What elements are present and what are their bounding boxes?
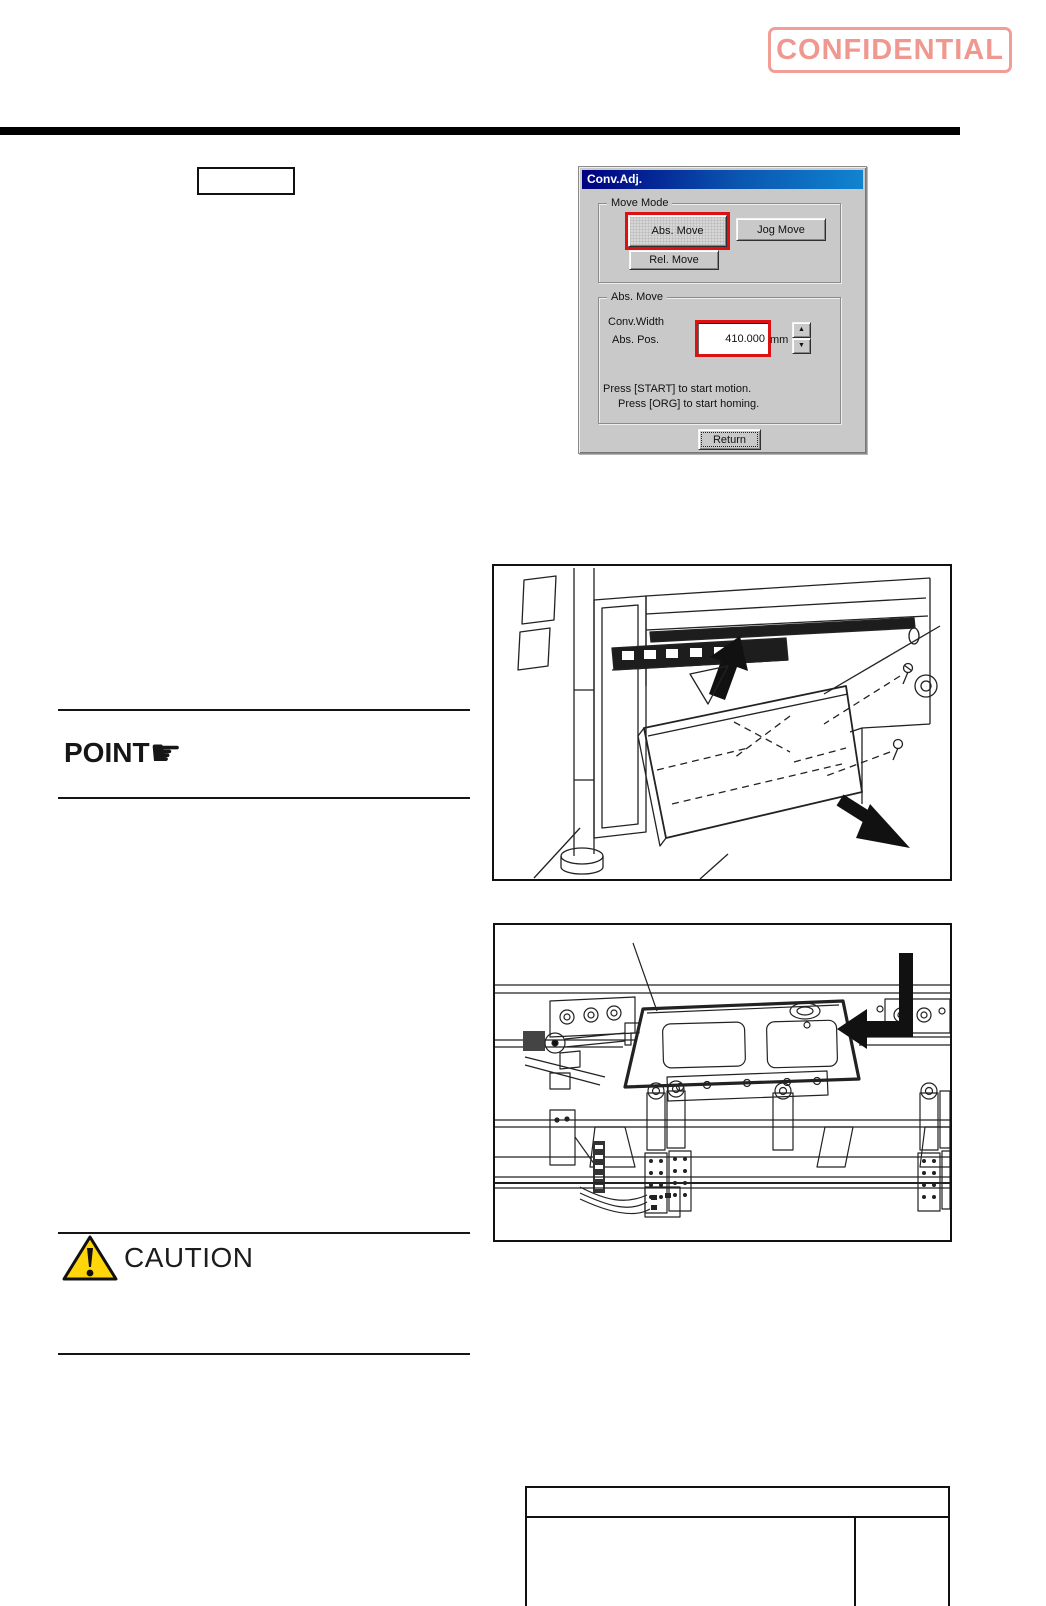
instruction-start: Press [START] to start motion. xyxy=(603,383,752,395)
abs-pos-label: Abs. Pos. xyxy=(612,334,660,346)
point-callout xyxy=(64,709,182,797)
figure-plate-insertion xyxy=(493,923,952,1242)
abs-pos-input[interactable]: 410.000 xyxy=(698,323,768,354)
abs-move-highlight xyxy=(625,212,730,250)
unit-label: mm xyxy=(770,334,789,346)
spinner-up-icon: ▲ xyxy=(798,326,805,333)
dialog-titlebar[interactable]: Conv.Adj. xyxy=(582,170,863,189)
point-rule-bottom xyxy=(58,797,470,799)
spinner-up-button[interactable] xyxy=(792,322,811,338)
warning-triangle-icon xyxy=(62,1234,118,1282)
return-button[interactable]: Return xyxy=(698,429,761,450)
step-number-box xyxy=(197,167,295,195)
conv-width-label: Conv.Width xyxy=(608,316,665,328)
rel-move-button[interactable]: Rel. Move xyxy=(629,250,719,270)
move-mode-group-label: Move Mode xyxy=(607,197,672,209)
pointing-hand-icon: ☛ xyxy=(149,732,182,773)
figure-cover-removal xyxy=(492,564,952,881)
section-rule xyxy=(0,127,960,135)
plate-insertion-drawing xyxy=(495,925,950,1240)
point-label: POINT xyxy=(64,737,150,768)
revision-table-header-cell xyxy=(527,1488,948,1518)
confidential-stamp: CONFIDENTIAL xyxy=(768,27,1012,73)
abs-move-group-label: Abs. Move xyxy=(607,291,667,303)
caution-callout xyxy=(62,1234,254,1282)
spinner-down-button[interactable] xyxy=(792,338,811,354)
spinner-down-icon: ▼ xyxy=(798,342,805,349)
revision-table-divider xyxy=(854,1516,856,1606)
revision-table xyxy=(525,1486,950,1606)
caution-label: CAUTION xyxy=(124,1242,254,1273)
instruction-org: Press [ORG] to start homing. xyxy=(618,398,760,410)
jog-move-button[interactable]: Jog Move xyxy=(736,218,826,241)
abs-move-button[interactable]: Abs. Move xyxy=(628,215,727,247)
abs-pos-highlight xyxy=(695,320,771,357)
conv-adj-dialog xyxy=(578,166,867,454)
cover-removal-drawing xyxy=(494,566,950,879)
caution-rule-bottom xyxy=(58,1353,470,1355)
